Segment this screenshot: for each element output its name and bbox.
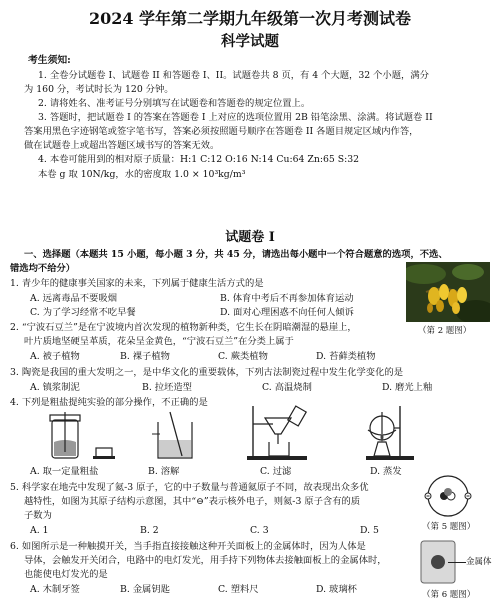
q6-option-d: D. 玻璃杯 [316,584,357,595]
notice-line: 答案用黑色字迹钢笔或签字笔书写，答案必须按照题号顺序在答题卷 II 各题目规定区域内作答， [24,126,419,137]
q5-option-c: C. 3 [250,525,269,536]
helium3-atom-diagram [418,474,478,518]
q1-option-d: D. 面对心理困惑不向任何人倾诉 [220,307,354,318]
q2-option-d: D. 苔藓类植物 [316,351,376,362]
q5-stem: 5. 科学家在地壳中发现了氦-3 原子，它的中子数量与普通氦原子不同，故表现出众多优 [10,482,369,493]
notice-line: 2. 请将姓名、准考证号分别填写在试题卷和答题卷的规定位置上。 [38,98,311,109]
notice-line: 为 160 分，考试时长为 120 分钟。 [24,84,174,95]
q6-figure-label: 金属体 [466,557,492,567]
beaker-stirring-figure [148,410,208,462]
notice-line: 本卷 g 取 10N/kg，水的密度取 1.0 × 10³kg/m³ [38,169,246,180]
q6-stem: 也能使电灯发光的是 [24,569,108,580]
q6-option-c: C. 塑料尺 [218,584,259,595]
notice-line: 4. 本卷可能用到的相对原子质量：H:1 C:12 O:16 N:14 Cu:64 Zn:65 S:32 [38,154,360,165]
q4-option-a: A. 取一定量粗盐 [30,466,99,477]
q3-option-a: A. 镇浆制泥 [30,382,80,393]
q3-option-d: D. 磨光上釉 [382,382,433,393]
section-intro: 一、选择题（本题共 15 小题，每小题 3 分，共 45 分，请选出每小题中一个符合题意的选项，不选、 [24,249,448,260]
q5-option-b: B. 2 [140,525,159,536]
q2-option-c: C. 蕨类植物 [218,351,268,362]
salt-jar-figure [38,412,128,462]
section-intro: 错选均不给分） [10,263,76,274]
notice-line: 做在试题卷上或超出答题区域书写的答案无效。 [24,140,220,151]
q2-option-a: A. 被子植物 [30,351,80,362]
q4-option-c: C. 过滤 [260,466,292,477]
q2-figure-caption: （第 2 题图） [418,326,472,336]
q6-option-b: B. 金属钥匙 [120,584,170,595]
notice-line: 3. 答题时，把试题卷 I 的答案在答题卷 I 上对应的选项位置用 2B 铅笔涂黑、涂满。将试题卷 II [38,112,433,123]
q2-stem: 2. “宁波石豆兰”是在宁波境内首次发现的植物新种类，它生长在阴暗潮湿的悬崖上， [10,322,357,333]
notice-line: 1. 全卷分试题卷 I、试题卷 II 和答题卷 I、II。试题卷共 8 页，有 4 个大题，32 个小题，满分 [38,70,429,81]
metal-label-line [448,562,466,563]
q2-stem: 叶片质地坚硬呈革质，花朵呈金黄色，“宁波石豆兰”在分类上属于 [24,336,294,347]
q5-figure-caption: （第 5 题图） [422,522,476,532]
q6-stem: 6. 如图所示是一种触摸开关，当手指直接接触这种开关面板上的金属体时，因为人体是 [10,541,366,552]
q5-stem: 子数为 [24,510,52,521]
q5-option-d: D. 5 [360,525,379,536]
q4-stem: 4. 下列是粗盐提纯实验的部分操作，不正确的是 [10,397,208,408]
q3-option-c: C. 高温烧制 [262,382,312,393]
q1-option-b: B. 体育中考后不再参加体育运动 [220,293,354,304]
q3-option-b: B. 拉坯造型 [142,382,192,393]
exam-subtitle: 科学试题 [221,33,279,50]
exam-title: 2024 学年第二学期九年级第一次月考测试卷 [88,9,412,28]
q1-option-c: C. 为了学习经常不吃早餐 [30,307,136,318]
q1-stem: 1. 青少年的健康事关国家的未来，下列属于健康生活方式的是 [10,278,264,289]
q6-stem: 导体，会触发开关闭合，电路中的电灯发光，用手持下列物体去接触面板上的金属体时， [24,555,387,566]
filtration-figure [245,404,315,462]
q4-option-d: D. 蒸发 [370,466,402,477]
section-title: 试题卷 I [225,230,275,245]
q2-option-b: B. 裸子植物 [120,351,170,362]
q5-option-a: A. 1 [30,525,49,536]
q6-figure-caption: （第 6 题图） [422,590,476,600]
evaporation-figure [352,404,422,462]
q3-stem: 3. 陶瓷是我国的重大发明之一，是中华文化的重要载体，下列古法制瓷过程中发生化学变化的是 [10,367,403,378]
notice-heading: 考生须知: [28,55,71,66]
q6-option-a: A. 木制牙签 [30,584,80,595]
q5-stem: 越特性，如图为其原子结构示意图，其中“⊖”表示核外电子，则氦-3 原子含有的质 [24,496,361,507]
q4-option-b: B. 溶解 [148,466,180,477]
orchid-photo [406,262,490,322]
q1-option-a: A. 远离毒品不要吸烟 [30,293,117,304]
